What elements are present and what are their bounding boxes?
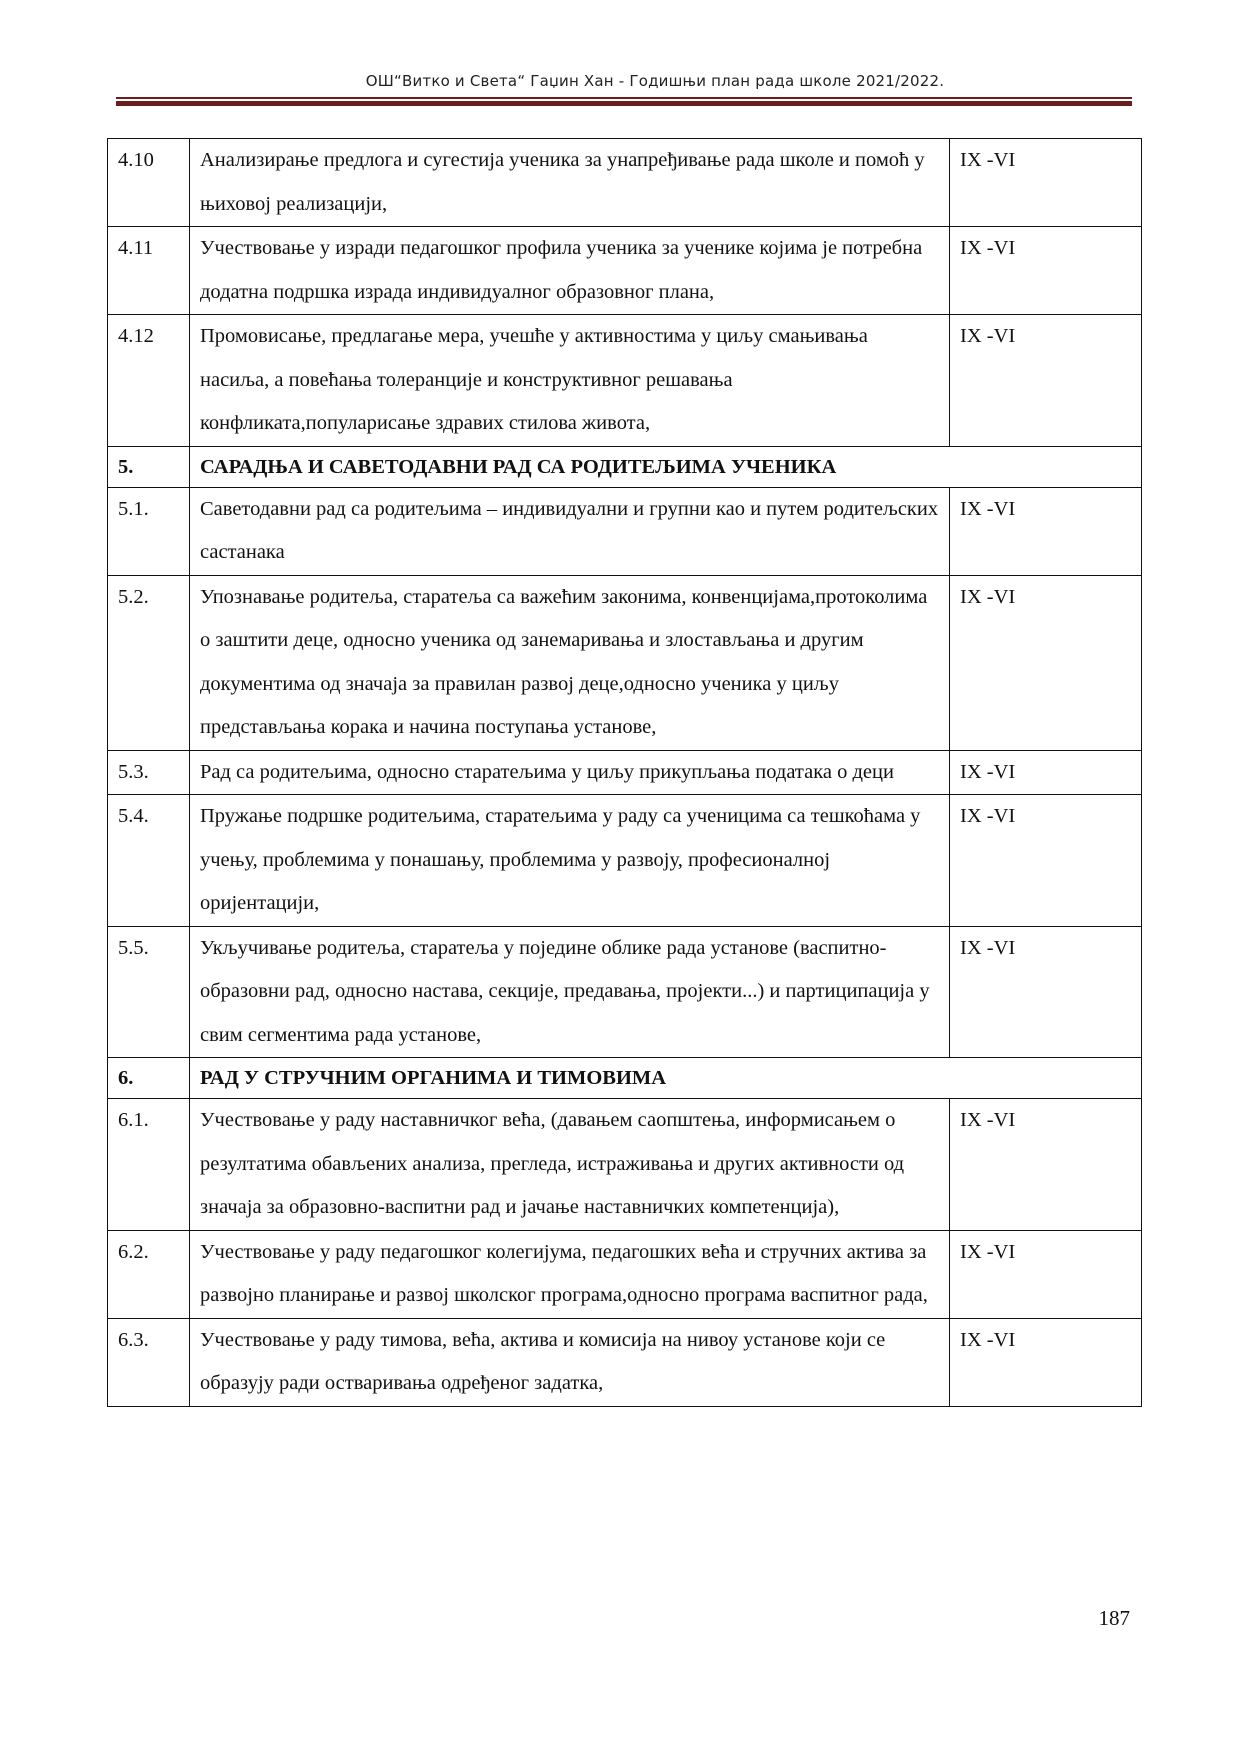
header-rule-thin (116, 97, 1132, 99)
row-period: IX -VI (950, 926, 1142, 1058)
section-title: РАД У СТРУЧНИМ ОРГАНИМА И ТИМОВИМА (190, 1058, 1142, 1099)
section-row (108, 446, 1142, 487)
row-period: IX -VI (950, 1099, 1142, 1231)
row-period: IX -VI (950, 139, 1142, 227)
row-activity: Рад са родитељима, односно старатељима у циљу прикупљања података о деци (190, 750, 950, 795)
row-number: 4.12 (108, 315, 190, 447)
row-number: 5.2. (108, 575, 190, 750)
table-row (108, 750, 1142, 795)
row-number: 5.1. (108, 487, 190, 575)
row-number: 6.2. (108, 1230, 190, 1318)
row-period: IX -VI (950, 315, 1142, 447)
row-period: IX -VI (950, 1230, 1142, 1318)
row-activity: Укључивање родитеља, старатеља у поједине облике рада установе (васпитно-образовни рад, односно настава, секције, предавања, пројекти...) и партиципација у свим сегментима рада установе, (190, 926, 950, 1058)
row-period: IX -VI (950, 750, 1142, 795)
row-activity: Саветодавни рад са родитељима – индивидуални и групни као и путем родитељских састанака (190, 487, 950, 575)
row-period: IX -VI (950, 575, 1142, 750)
table-row (108, 795, 1142, 927)
table-row (108, 1099, 1142, 1231)
section-title: САРАДЊА И САВЕТОДАВНИ РАД СА РОДИТЕЉИМА УЧЕНИКА (190, 446, 1142, 487)
row-activity: Анализирање предлога и сугестија ученика за унапређивање рада школе и помоћ у њиховој реализацији, (190, 139, 950, 227)
table-row (108, 1318, 1142, 1406)
section-number: 6. (108, 1058, 190, 1099)
activity-plan-body (108, 139, 1142, 1407)
table-row (108, 227, 1142, 315)
row-number: 6.3. (108, 1318, 190, 1406)
row-number: 4.10 (108, 139, 190, 227)
row-period: IX -VI (950, 795, 1142, 927)
row-period: IX -VI (950, 227, 1142, 315)
row-activity: Учествовање у раду тимова, већа, актива и комисија на нивоу установе који се образују ради остваривања одређеног задатка, (190, 1318, 950, 1406)
row-number: 6.1. (108, 1099, 190, 1231)
table-row (108, 1230, 1142, 1318)
row-activity: Пружање подршке родитељима, старатељима у раду са ученицима са тешкоћама у учењу, проблемима у понашању, проблемима у развоју, професионалној оријентацији, (190, 795, 950, 927)
table-row (108, 315, 1142, 447)
row-period: IX -VI (950, 1318, 1142, 1406)
table-row (108, 575, 1142, 750)
row-number: 4.11 (108, 227, 190, 315)
row-period: IX -VI (950, 487, 1142, 575)
activity-plan-table (107, 138, 1142, 1407)
header-rule-thick (116, 101, 1132, 106)
row-activity: Промовисање, предлагање мера, учешће у активностима у циљу смањивања насиља, а повећања толеранције и конструктивног решавања конфликата,популарисање здравих стилова живота, (190, 315, 950, 447)
row-number: 5.5. (108, 926, 190, 1058)
row-number: 5.4. (108, 795, 190, 927)
row-activity: Учествовање у изради педагошког профила ученика за ученике којима је потребна додатна подршка израда индивидуалног образовног плана, (190, 227, 950, 315)
document-header: ОШ“Витко и Света“ Гаџин Хан - Годишњи план рада школе 2021/2022. (365, 72, 945, 90)
row-activity: Учествовање у раду наставничког већа, (давањем саопштења, информисањем о резултатима обављених анализа, прегледа, истраживања и других активности од значаја за образовно-васпитни рад и јачање наставничких компетенција), (190, 1099, 950, 1231)
table-row (108, 487, 1142, 575)
table-row (108, 139, 1142, 227)
section-row (108, 1058, 1142, 1099)
row-activity: Учествовање у раду педагошког колегијума, педагошких већа и стручних актива за развојно планирање и развој школског програма,односно програма васпитног рада, (190, 1230, 950, 1318)
table-row (108, 926, 1142, 1058)
page-number: 187 (1098, 1606, 1130, 1630)
row-number: 5.3. (108, 750, 190, 795)
row-activity: Упознавање родитеља, старатеља са важећим законима, конвенцијама,протоколима о заштити деце, односно ученика од занемаривања и злостављања и другим документима од значаја за правилан развој деце,односно ученика у циљу представљања корака и начина поступања установе, (190, 575, 950, 750)
section-number: 5. (108, 446, 190, 487)
